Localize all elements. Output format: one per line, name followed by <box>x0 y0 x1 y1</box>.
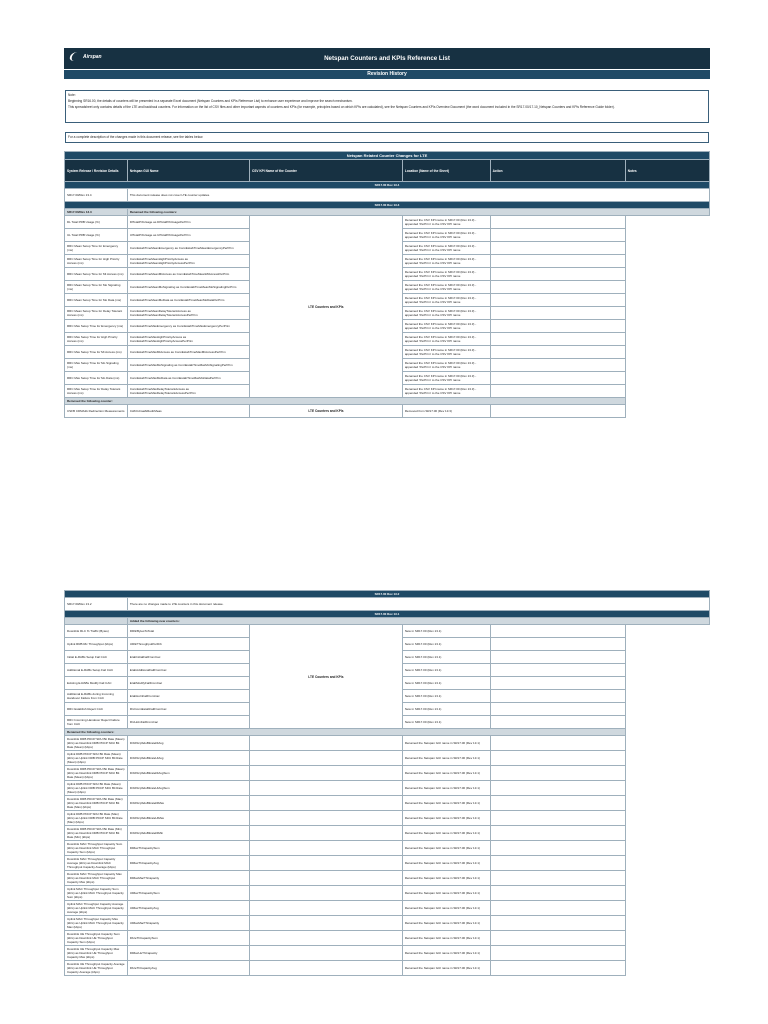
csv-name-cell: ConnEstabTimeMeanHighPriorityAccess as ConnEstabTimeMeanHighPriorityAccessPerPrim <box>127 255 249 268</box>
notes-cell <box>490 690 625 703</box>
location-cell-empty <box>249 841 402 856</box>
notes-cell <box>490 651 625 664</box>
action-cell: Renamed the CSV KPI name in SR17.00 (Rev 13.3) - appended 'PerPrim' to the CSV KPI name <box>402 255 490 268</box>
csv-name-cell: ErabAdditionalFailFromCac <box>127 664 249 677</box>
notes-cell <box>490 841 625 856</box>
csv-name-cell: DlUeThCapacityAvg <box>127 961 249 976</box>
csv-name-cell: RrcHoInFailFromCac <box>127 716 249 729</box>
location-cell-empty <box>249 811 402 826</box>
note-box <box>65 90 709 123</box>
version-row: SR17.00 Rev 13.2 <box>65 591 710 598</box>
table-row <box>65 405 710 418</box>
table-row <box>65 931 710 946</box>
location-cell-empty <box>249 751 402 766</box>
csv-name-cell: DlMaxUeThCapacity <box>127 946 249 961</box>
action-cell: Renamed the Netspan GUI name in SR17.00 (Rev 13.1) <box>402 946 490 961</box>
table-row <box>65 871 710 886</box>
page-1 <box>64 48 710 533</box>
column-header: Action <box>490 160 625 182</box>
gui-name-cell: RRC Establish Reject CAC <box>65 703 128 716</box>
action-cell: Renamed the Netspan GUI name in SR17.00 (Rev 13.1) <box>402 766 490 781</box>
gui-name-cell: Downlink DRB PDCP SDU Bit Rate (Mean) (kb/s) as Downlink DRB PDCP SDU Bit Rate (Mean) (kbps) <box>65 736 128 751</box>
gui-name-cell: DL Total PRB Usage (%) <box>65 216 128 229</box>
counter-changes-table <box>64 151 710 418</box>
action-cell: New in SR17.00 (Rev 13.1) <box>402 664 490 677</box>
csv-name-cell: ErabModifyFailFromCac <box>127 677 249 690</box>
action-cell: Renamed the CSV KPI name in SR17.00 (Rev 13.3) - appended 'PerPrim' to the CSV KPI name <box>402 242 490 255</box>
gui-name-cell: RRC Mean Setup Time for Delay Tolerant Access (ms) <box>65 307 128 320</box>
gui-name-cell: Existing E-RABs Modify Fail CAC <box>65 677 128 690</box>
notes-cell <box>490 359 625 372</box>
gui-name-cell: Downlink UE Throughput Capacity Sum (kb/s) as Downlink UE Throughput Capacity Sum (kbps) <box>65 931 128 946</box>
gui-name-cell: RRC Max Setup Time for Delay Tolerant Access (ms) <box>65 385 128 398</box>
gui-name-cell: RRC Incoming Handover Reject Failure from CAC <box>65 716 128 729</box>
action-cell: Renamed the Netspan GUI name in SR17.00 (Rev 13.1) <box>402 736 490 751</box>
action-cell: Renamed the Netspan GUI name in SR17.00 (Rev 13.1) <box>402 961 490 976</box>
notes-cell <box>490 255 625 268</box>
notes-cell <box>490 946 625 961</box>
location-cell: LTE Counters and KPIs <box>249 625 402 729</box>
notes-cell <box>490 320 625 333</box>
page-2 <box>64 590 710 1024</box>
action-cell: Renamed the Netspan GUI name in SR17.00 (Rev 13.1) <box>402 841 490 856</box>
location-cell-empty <box>249 766 402 781</box>
csv-name-cell: DrbPdcpSduBitrateUlAvgSum <box>127 781 249 796</box>
notes-cell <box>490 961 625 976</box>
table-row <box>65 766 710 781</box>
action-cell: Renamed the Netspan GUI name in SR17.00 (Rev 13.1) <box>402 871 490 886</box>
gui-name-cell: Uplink DRB PDCP SDU Bit Rate (Max) (kb/s) as Uplink DRB PDCP SDU Bit Rate (Max) (kbps) <box>65 811 128 826</box>
table-row <box>65 826 710 841</box>
notes-cell <box>490 886 625 901</box>
gui-name-cell: CSFB CDMA2k Redirection Measurements <box>65 405 128 418</box>
column-header: Netspan GUI Name <box>127 160 249 182</box>
action-cell: Removed from SR17.00 (Rev 13.3) <box>402 405 490 418</box>
csv-name-cell: ErabInitialFailFromCac <box>127 651 249 664</box>
action-cell: Renamed the CSV KPI name in SR17.00 (Rev 13.3) - appended 'PerPrim' to the CSV KPI name <box>402 216 490 229</box>
notes-cell <box>490 751 625 766</box>
location-cell-empty <box>249 856 402 871</box>
csv-name-cell: ConnEstabTimeMaxMtAccess as ConnEstabTimeMaxMtAccessPerPrim <box>127 346 249 359</box>
location-cell: LTE Counters and KPIs <box>249 405 402 418</box>
gui-name-cell: Additional E-RABs Setup Fail CAC <box>65 664 128 677</box>
gui-name-cell: RRC Max Setup Time for Mo Signaling (ms) <box>65 359 128 372</box>
column-header: Notes <box>625 160 709 182</box>
table-row <box>65 961 710 976</box>
counter-changes-table-continued <box>64 590 710 976</box>
version-row: SR17.00 Rev 13.3 <box>65 202 710 209</box>
notes-cell <box>490 385 625 398</box>
action-cell: Renamed the CSV KPI name in SR17.00 (Rev 13.3) - appended 'PerPrim' to the CSV KPI name <box>402 320 490 333</box>
location-cell-empty <box>249 931 402 946</box>
csv-name-cell: ConnEstabTimeMaxHighPriorityAccess as ConnEstabTimeMaxHighPriorityAccessPerPrim <box>127 333 249 346</box>
csv-name-cell: RrcConnEstabFailFromCac <box>127 703 249 716</box>
action-cell: New in SR17.00 (Rev 13.1) <box>402 716 490 729</box>
csv-name-cell: DlMaxMacThCapacity <box>127 871 249 886</box>
csv-name-cell: DlUeThCapacitySum <box>127 931 249 946</box>
gui-name-cell: Downlink RLC % Traffic (Bytes) <box>65 625 128 638</box>
notes-cell <box>490 716 625 729</box>
action-cell: Renamed the CSV KPI name in SR17.00 (Rev 13.3) - appended 'PerPrim' to the CSV KPI name <box>402 359 490 372</box>
table-row <box>65 841 710 856</box>
notes-cell <box>490 931 625 946</box>
location-cell-empty <box>249 886 402 901</box>
action-cell: Renamed the CSV KPI name in SR17.00 (Rev 13.3) - appended 'PerPrim' to the CSV KPI name <box>402 268 490 281</box>
notes-cell <box>490 638 625 651</box>
action-cell: Renamed the Netspan GUI name in SR17.00 (Rev 13.1) <box>402 901 490 916</box>
csv-name-cell: ConnEstabTimeMaxEmergency as ConnEstabTimeMaxEmergencyPerPrim <box>127 320 249 333</box>
notes-cell <box>490 766 625 781</box>
action-cell: Renamed the CSV KPI name in SR17.00 (Rev 13.3) - appended 'PerPrim' to the CSV KPI name <box>402 333 490 346</box>
table-row <box>65 796 710 811</box>
action-cell: Renamed the Netspan GUI name in SR17.00 (Rev 13.1) <box>402 781 490 796</box>
table-row <box>65 901 710 916</box>
notes-cell <box>490 856 625 871</box>
action-cell: Renamed the Netspan GUI name in SR17.00 (Rev 13.1) <box>402 751 490 766</box>
notes-cell <box>490 268 625 281</box>
notes-cell <box>490 625 625 638</box>
csv-name-cell: CsfbCdma2kRedirMeas <box>127 405 249 418</box>
gui-name-cell: RRC Max Setup Time for Mt Access (ms) <box>65 346 128 359</box>
column-header: Location (Name of the Sheet) <box>402 160 490 182</box>
gui-name-cell: RRC Max Setup Time for Emergency (ms) <box>65 320 128 333</box>
location-cell-empty <box>249 781 402 796</box>
gui-name-cell: Uplink RRB Rlc Throughput (kbps) <box>65 638 128 651</box>
notes-cell <box>490 664 625 677</box>
release-note: This document release does not cover LTE counter updates. <box>127 189 709 202</box>
airspan-logo <box>70 52 102 61</box>
csv-name-cell: DrbPdcpSduBitrateDlAvg <box>127 736 249 751</box>
csv-name-cell: ErabHoInFailFromCac <box>127 690 249 703</box>
gui-name-cell: Downlink UE Throughput Capacity Max (kb/s) as Downlink UE Throughput Capacity Max (kbps) <box>65 946 128 961</box>
action-cell: Renamed the CSV KPI name in SR17.00 (Rev 13.3) - appended 'PerPrim' to the CSV KPI name <box>402 346 490 359</box>
location-cell: LTE Counters and KPIs <box>249 216 402 398</box>
csv-name-cell: DlMacThCapacityAvg <box>127 856 249 871</box>
location-cell-empty <box>249 796 402 811</box>
gui-name-cell: UL Total PRB Usage (%) <box>65 229 128 242</box>
location-cell-empty <box>249 961 402 976</box>
gui-name-cell: Downlink DRB PDCP SDU Bit Rate (Max) (kb/s) as Downlink DRB PDCP SDU Bit Rate (Max) (kbps) <box>65 796 128 811</box>
gui-name-cell: RRC Max Setup Time for High Priority Access (ms) <box>65 333 128 346</box>
notes-cell <box>490 736 625 751</box>
action-cell: New in SR17.00 (Rev 13.1) <box>402 690 490 703</box>
column-header: CSV KPI Name of the Counter <box>249 160 402 182</box>
gui-name-cell: Uplink MAC Throughput Capacity Sum (kb/s) as Uplink MAC Throughput Capacity Sum (kbps) <box>65 886 128 901</box>
gui-name-cell: RRC Mean Setup Time for Mo Data (ms) <box>65 294 128 307</box>
notes-cell <box>490 294 625 307</box>
csv-name-cell: DlRlcBytesToTotal <box>127 625 249 638</box>
gui-name-cell: Initial E-RABs Setup Fail CAC <box>65 651 128 664</box>
section-label: Renamed the following counters: <box>127 209 709 216</box>
note-label: Note: <box>68 93 76 97</box>
notes-cell <box>490 333 625 346</box>
csv-name-cell: DrbPdcpSduBitrateDlAvgSum <box>127 766 249 781</box>
table-row <box>65 811 710 826</box>
csv-name-cell: ConnEstabTimeMeanDelayTolerantAccess as ConnEstabTimeMeanDelayTolerantAccessPerPrim <box>127 307 249 320</box>
notes-cell <box>490 281 625 294</box>
release-note: There are no changes made to LTE counters in this document release. <box>127 598 709 611</box>
gui-name-cell: Downlink MAC Throughput Capacity Average (kb/s) as Downlink MAC Throughput Capacity Average (kbps) <box>65 856 128 871</box>
notes-cell <box>490 826 625 841</box>
release-cell: SR17.00/Rev 13.3 <box>65 209 128 216</box>
notes-cell <box>490 703 625 716</box>
notes-cell <box>490 346 625 359</box>
note-line-1: Beginning SR16.00, the details of counters will be presented in a separate Excel document (Netspan Counters and KPIs Reference List) to enhance user experience and improve the search mechanism. <box>68 99 353 103</box>
notes-cell <box>490 677 625 690</box>
location-cell-empty <box>249 826 402 841</box>
location-cell-empty <box>249 901 402 916</box>
csv-name-cell: DrbPdcpSduBitrateDlMin <box>127 826 249 841</box>
gui-name-cell: RRC Mean Setup Time for Mt Access (ms) <box>65 268 128 281</box>
gui-name-cell: Uplink DRB PDCP SDU Bit Rate (Mean) (kb/s) as Uplink DRB PDCP SDU Bit Rate (Mean) (kbps) <box>65 751 128 766</box>
section-row <box>65 398 710 405</box>
action-cell: Renamed the Netspan GUI name in SR17.00 (Rev 13.1) <box>402 811 490 826</box>
document-header <box>64 48 710 69</box>
gui-name-cell: Downlink UE Throughput Capacity Average (kb/s) as Downlink UE Throughput Capacity Average (kbps) <box>65 961 128 976</box>
gui-name-cell: Downlink DRB PDCP SDU Bit Rate (Mean) (kb/s) as Downlink DRB PDCP SDU Bit Rate (Mean) (kbps) <box>65 766 128 781</box>
csv-name-cell: ConnEstabTimeMeanMtAccess as ConnEstabTimeMeanMtAccessPerPrim <box>127 268 249 281</box>
gui-name-cell: Uplink MAC Throughput Capacity Max (kb/s) as Uplink MAC Throughput Capacity Max (kbps) <box>65 916 128 931</box>
notes-cell <box>490 871 625 886</box>
table-caption: Netspan Related Counter Changes for LTE <box>65 152 710 160</box>
location-cell-empty <box>249 871 402 886</box>
csv-name-cell: UlTotalPrbUsage as UlTotalPrbUsagePerPrim <box>127 229 249 242</box>
gui-name-cell: Downlink DRB PDCP SDU Bit Rate (Min) (kb/s) as Downlink DRB PDCP SDU Bit Rate (Min) (kbps) <box>65 826 128 841</box>
action-cell: Renamed the CSV KPI name in SR17.00 (Rev 13.3) - appended 'PerPrim' to the CSV KPI name <box>402 385 490 398</box>
table-row <box>65 736 710 751</box>
csv-name-cell: DlTotalPrbUsage as DlTotalPrbUsagePerPrim <box>127 216 249 229</box>
csv-name-cell: ConnEstabTimeMaxMoSignaling as ConnEstabTimeMaxMoSignalingPerPrim <box>127 359 249 372</box>
version-row: SR17.00 Rev 13.4 <box>65 182 710 189</box>
action-cell: Renamed the Netspan GUI name in SR17.00 (Rev 13.1) <box>402 916 490 931</box>
description-box: For a complete description of the changes made in this document release, see the tables below. <box>65 132 709 143</box>
action-cell: New in SR17.00 (Rev 13.1) <box>402 638 490 651</box>
location-cell-empty <box>249 946 402 961</box>
action-cell: New in SR17.00 (Rev 13.1) <box>402 677 490 690</box>
table-row <box>65 751 710 766</box>
action-cell: Renamed the CSV KPI name in SR17.00 (Rev 13.3) - appended 'PerPrim' to the CSV KPI name <box>402 307 490 320</box>
csv-name-cell: ConnEstabTimeMeanEmergency as ConnEstabTimeMeanEmergencyPerPrim <box>127 242 249 255</box>
csv-name-cell: ConnEstabTimeMeanMoData as ConnEstabTimeMeanMoDataPerPrim <box>127 294 249 307</box>
csv-name-cell: ConnEstabTimeMeanMoSignaling as ConnEstabTimeMeanMoSignalingPerPrim <box>127 281 249 294</box>
notes-cell <box>490 916 625 931</box>
table-row <box>65 625 710 638</box>
action-cell: New in SR17.00 (Rev 13.1) <box>402 703 490 716</box>
location-cell-empty <box>249 916 402 931</box>
notes-cell <box>490 811 625 826</box>
action-cell: Renamed the CSV KPI name in SR17.00 (Rev 13.3) - appended 'PerPrim' to the CSV KPI name <box>402 229 490 242</box>
section-label: Renamed the following counters: <box>65 729 626 736</box>
gui-name-cell: Downlink MAC Throughput Capacity Max (kb/s) as Downlink MAC Throughput Capacity Max (kbps) <box>65 871 128 886</box>
csv-name-cell: ConnEstabTimeMaxMoData as ConnEstabTimeMaxMoDataPerPrim <box>127 372 249 385</box>
action-cell: Renamed the Netspan GUI name in SR17.00 (Rev 13.1) <box>402 856 490 871</box>
notes-cell <box>490 372 625 385</box>
action-cell: Renamed the Netspan GUI name in SR17.00 (Rev 13.1) <box>402 931 490 946</box>
action-cell: New in SR17.00 (Rev 13.1) <box>402 625 490 638</box>
revision-history-heading: Revision History <box>64 70 710 79</box>
gui-name-cell: Uplink DRB PDCP SDU Bit Rate (Mean) (kb/s) as Uplink DRB PDCP SDU Bit Rate (Mean) (kbps) <box>65 781 128 796</box>
notes-cell <box>490 405 625 418</box>
section-row <box>65 729 710 736</box>
release-cell-empty <box>65 618 128 625</box>
note-line-2: This spreadsheet only contains details of the LTE and backhaul counters. For information on the list of CSV files and other important aspects of counters and KPIs (for example, principles based on which KPIs are calculated), see the Netspan Counters and KPIs Overview Document (the word document included in the SR17.00/17.10_Netspan Counters and KPIs Reference Guide folder). <box>68 105 615 109</box>
page-title: Netspan Counters and KPIs Reference List <box>324 55 450 62</box>
csv-name-cell: UlRlcThroughputPerDrb <box>127 638 249 651</box>
notes-cell <box>490 901 625 916</box>
action-cell: Renamed the CSV KPI name in SR17.00 (Rev 13.3) - appended 'PerPrim' to the CSV KPI name <box>402 372 490 385</box>
section-label: Added the following new counters: <box>127 618 709 625</box>
action-cell: Renamed the Netspan GUI name in SR17.00 (Rev 13.1) <box>402 886 490 901</box>
table-row <box>65 856 710 871</box>
csv-name-cell: UlMaxMacThCapacity <box>127 916 249 931</box>
release-cell: SR17.00/Rev 13.4 <box>65 189 128 202</box>
csv-name-cell: DrbPdcpSduBitrateUlAvg <box>127 751 249 766</box>
action-cell: Renamed the CSV KPI name in SR17.00 (Rev 13.3) - appended 'PerPrim' to the CSV KPI name <box>402 294 490 307</box>
gui-name-cell: RRC Mean Setup Time for Emergency (ms) <box>65 242 128 255</box>
table-row <box>65 886 710 901</box>
gui-name-cell: RRC Mean Setup Time for High Priority Access (ms) <box>65 255 128 268</box>
action-cell: Renamed the CSV KPI name in SR17.00 (Rev 13.3) - appended 'PerPrim' to the CSV KPI name <box>402 281 490 294</box>
version-row: SR17.00 Rev 13.1 <box>65 611 710 618</box>
csv-name-cell: ConnEstabTimeMaxDelayTolerantAccess as ConnEstabTimeMaxDelayTolerantAccessPerPrim <box>127 385 249 398</box>
table-row <box>65 916 710 931</box>
csv-name-cell: DlMacThCapacitySum <box>127 841 249 856</box>
section-label: Removed the following counter: <box>65 398 626 405</box>
csv-name-cell: DrbPdcpSduBitrateDlMax <box>127 796 249 811</box>
gui-name-cell: Uplink MAC Throughput Capacity Average (kb/s) as Uplink MAC Throughput Capacity Average (kbps) <box>65 901 128 916</box>
notes-cell <box>490 242 625 255</box>
gui-name-cell: RRC Max Setup Time for Mo Data (ms) <box>65 372 128 385</box>
gui-name-cell: RRC Mean Setup Time for Mo Signaling (ms) <box>65 281 128 294</box>
gui-name-cell: Downlink MAC Throughput Capacity Sum (kb/s) as Downlink MAC Throughput Capacity Sum (kbps) <box>65 841 128 856</box>
csv-name-cell: UlMacThCapacityAvg <box>127 901 249 916</box>
csv-name-cell: UlMacThCapacitySum <box>127 886 249 901</box>
csv-name-cell: DrbPdcpSduBitrateUlMax <box>127 811 249 826</box>
gui-name-cell: Additional E-RABs during Incoming Handover Failure from CAC <box>65 690 128 703</box>
column-header: System Release / Revision Details <box>65 160 128 182</box>
location-cell-empty <box>249 736 402 751</box>
notes-cell <box>490 216 625 229</box>
action-cell: Renamed the Netspan GUI name in SR17.00 (Rev 13.1) <box>402 796 490 811</box>
table-row <box>65 216 710 229</box>
action-cell: New in SR17.00 (Rev 13.1) <box>402 651 490 664</box>
action-cell: Renamed the Netspan GUI name in SR17.00 (Rev 13.1) <box>402 826 490 841</box>
notes-cell <box>490 229 625 242</box>
logo-mark-icon <box>68 52 82 61</box>
release-cell: SR17.00/Rev 13.2 <box>65 598 128 611</box>
notes-cell <box>490 796 625 811</box>
table-row <box>65 946 710 961</box>
logo-text: Airspan <box>83 53 102 60</box>
notes-cell <box>490 781 625 796</box>
table-row <box>65 781 710 796</box>
notes-cell <box>490 307 625 320</box>
